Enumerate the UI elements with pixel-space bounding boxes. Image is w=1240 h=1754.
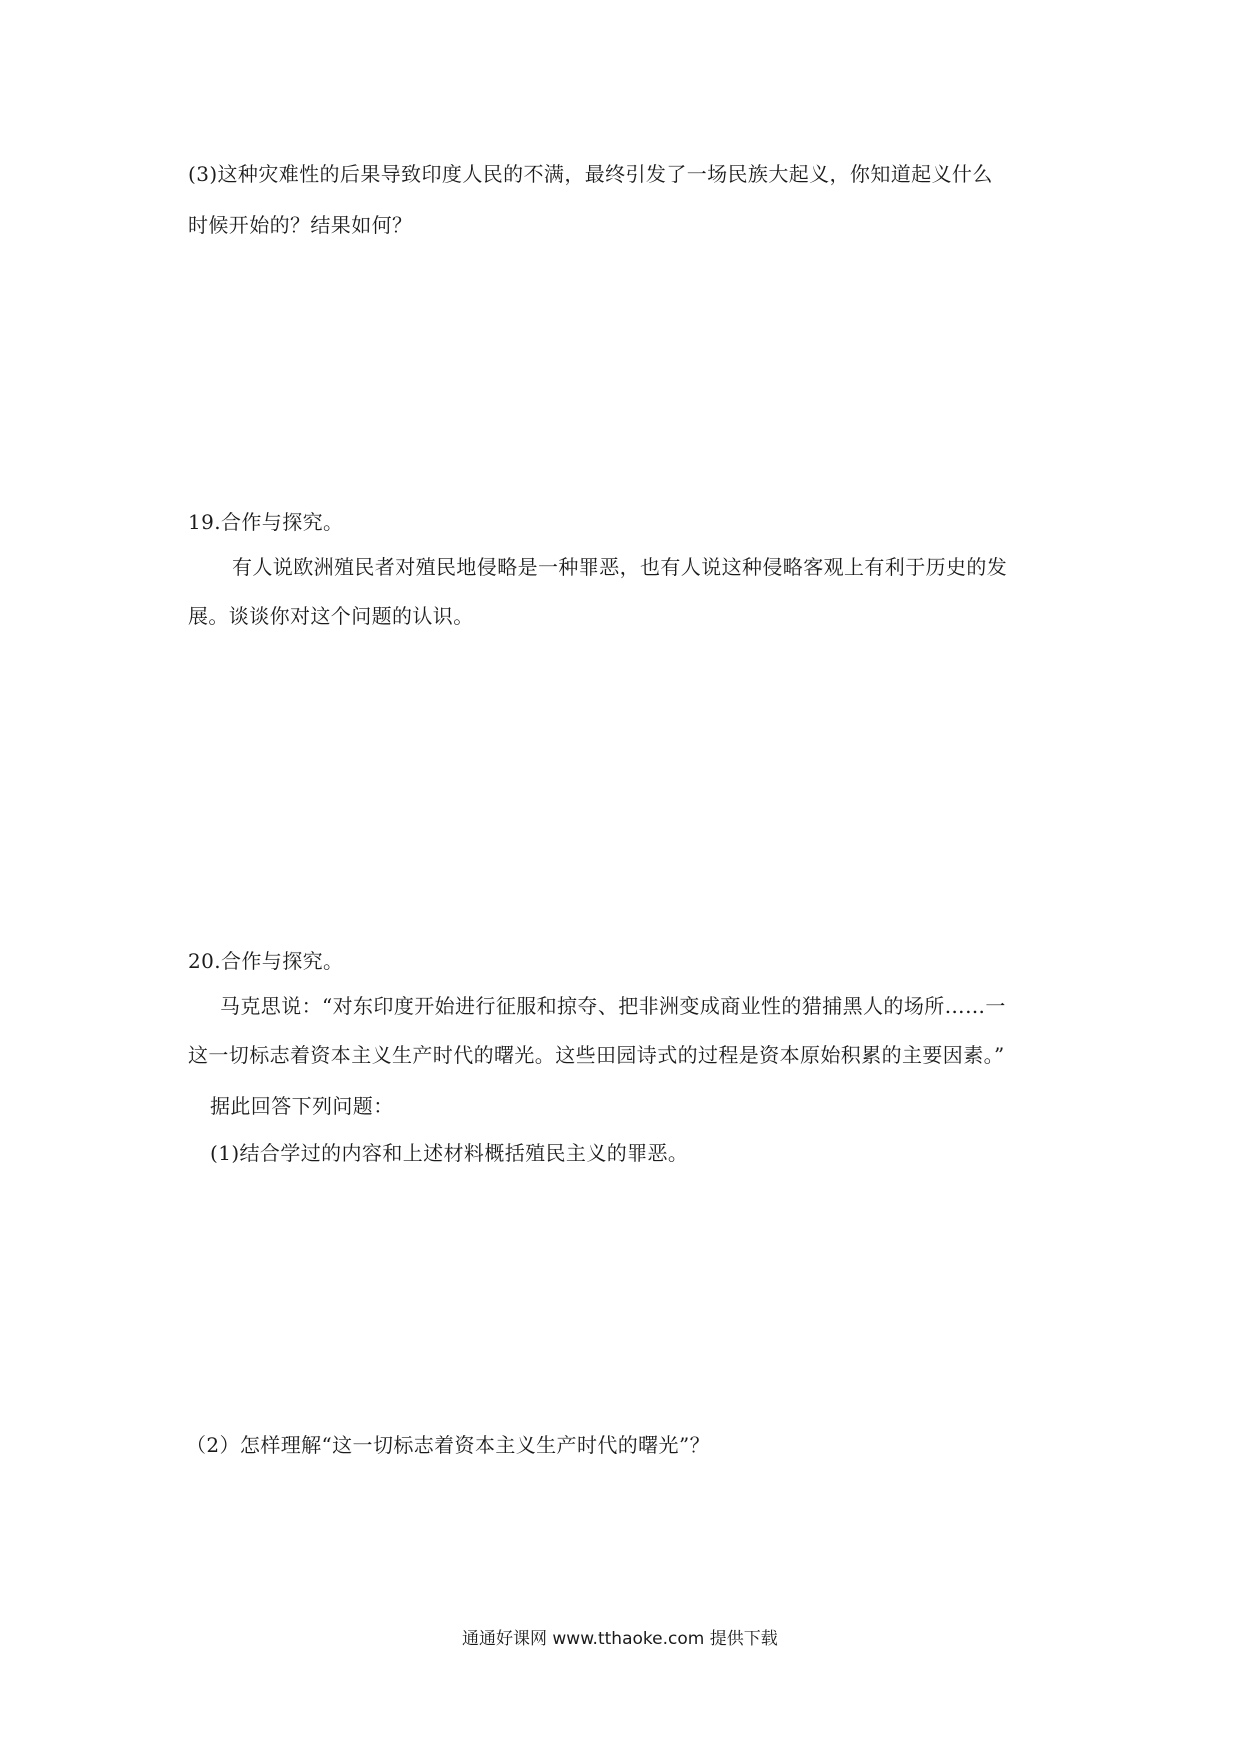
q20-part1: (1)结合学过的内容和上述材料概括殖民主义的罪恶。 xyxy=(210,1141,689,1165)
q19-title: 19.合作与探究。 xyxy=(188,510,344,534)
q19-body-line2: 展。谈谈你对这个问题的认识。 xyxy=(188,604,474,628)
footer-download-note: 通通好课网 www.tthaoke.com 提供下载 xyxy=(462,1629,778,1649)
q20-quote-line1: 马克思说：“对东印度开始进行征服和掠夺、把非洲变成商业性的猎捕黑人的场所……一 xyxy=(220,994,1006,1018)
q20-title: 20.合作与探究。 xyxy=(188,949,344,973)
q20-part2: （2）怎样理解“这一切标志着资本主义生产时代的曙光”？ xyxy=(186,1433,710,1457)
q18-part3-line2: 时候开始的？结果如何？ xyxy=(188,213,413,237)
q19-body-line1: 有人说欧洲殖民者对殖民地侵略是一种罪恶，也有人说这种侵略客观上有利于历史的发 xyxy=(232,555,1008,579)
q20-instruction: 据此回答下列问题： xyxy=(210,1094,394,1118)
q18-part3-line1: (3)这种灾难性的后果导致印度人民的不满，最终引发了一场民族大起义，你知道起义什么 xyxy=(188,162,993,186)
q20-quote-line2: 这一切标志着资本主义生产时代的曙光。这些田园诗式的过程是资本原始积累的主要因素。” xyxy=(188,1043,1005,1067)
